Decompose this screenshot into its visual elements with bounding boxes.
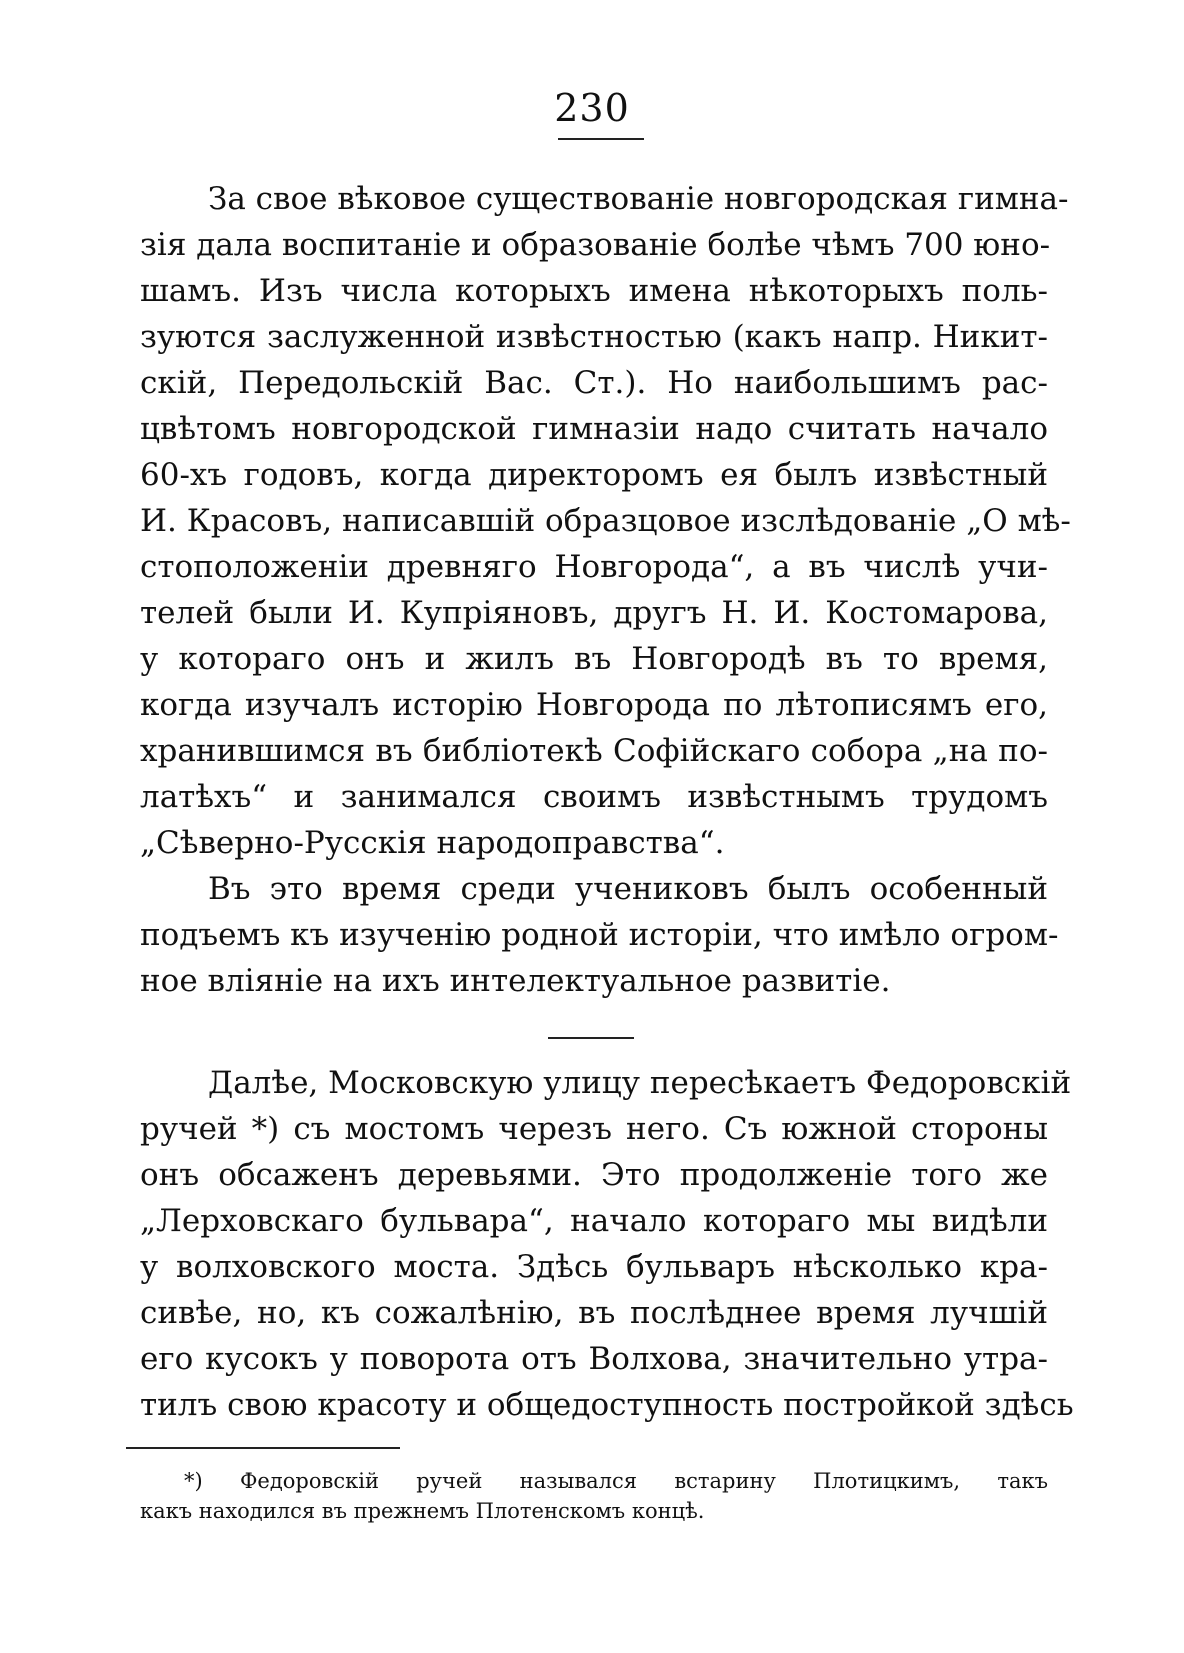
text-line: онъ обсаженъ деревьями. Это продолженіе того же	[140, 1157, 1048, 1193]
text-line: хранившимся въ библіотекѣ Софійскаго собора „на по-	[140, 733, 1048, 769]
text-line: зія дала воспитаніе и образованіе болѣе чѣмъ 700 юно-	[140, 227, 1051, 263]
text-line: „Лерховскаго бульвара“, начало котораго мы видѣли	[140, 1203, 1048, 1239]
text-line: латѣхъ“ и занимался своимъ извѣстнымъ трудомъ	[140, 779, 1048, 815]
footnote-line: какъ находился въ прежнемъ Плотенскомъ концѣ.	[140, 1499, 705, 1523]
text-line: стоположеніи древняго Новгорода“, а въ числѣ учи-	[140, 549, 1048, 585]
text-line: За свое вѣковое существованіе новгородская гимна-	[208, 181, 1069, 217]
text-line: ное вліяніе на ихъ интелектуальное развитіе.	[140, 963, 891, 999]
text-line: Въ это время среди учениковъ былъ особенный	[208, 871, 1048, 907]
text-line: цвѣтомъ новгородской гимназіи надо считать начало	[140, 411, 1048, 447]
footnote-rule	[126, 1447, 400, 1449]
text-line: зуются заслуженной извѣстностью (какъ напр. Никит-	[140, 319, 1048, 355]
text-line: тилъ свою красоту и общедоступность постройкой здѣсь	[140, 1387, 1074, 1423]
text-line: „Сѣверно-Русскія народоправства“.	[140, 825, 725, 861]
page-number-underline	[558, 138, 644, 140]
text-line: сивѣе, но, къ сожалѣнію, въ послѣднее время лучшій	[140, 1295, 1048, 1331]
text-line: Далѣе, Московскую улицу пересѣкаетъ Федоровскій	[208, 1065, 1072, 1101]
text-line: И. Красовъ, написавшій образцовое изслѣдованіе „О мѣ-	[140, 503, 1071, 539]
text-line: когда изучалъ исторію Новгорода по лѣтописямъ его,	[140, 687, 1048, 723]
text-line: его кусокъ у поворота отъ Волхова, значительно утра-	[140, 1341, 1048, 1377]
text-line: телей были И. Купріяновъ, другъ Н. И. Костомарова,	[140, 595, 1048, 631]
text-line: подъемъ къ изученію родной исторіи, что имѣло огром-	[140, 917, 1059, 953]
text-line: у котораго онъ и жилъ въ Новгородѣ въ то время,	[140, 641, 1048, 677]
text-line: скій, Передольскій Вас. Ст.). Но наибольшимъ рас-	[140, 365, 1048, 401]
page-number: 230	[554, 86, 630, 130]
text-line: у волховского моста. Здѣсь бульваръ нѣсколько кра-	[140, 1249, 1048, 1285]
footnote-line: *) Федоровскій ручей назывался встарину Плотицкимъ, такъ	[184, 1469, 1048, 1493]
section-separator	[548, 1037, 634, 1039]
text-line: 60-хъ годовъ, когда директоромъ ея былъ извѣстный	[140, 457, 1048, 493]
text-line: ручей *) съ мостомъ черезъ него. Съ южной стороны	[140, 1111, 1048, 1147]
text-line: шамъ. Изъ числа которыхъ имена нѣкоторыхъ поль-	[140, 273, 1048, 309]
